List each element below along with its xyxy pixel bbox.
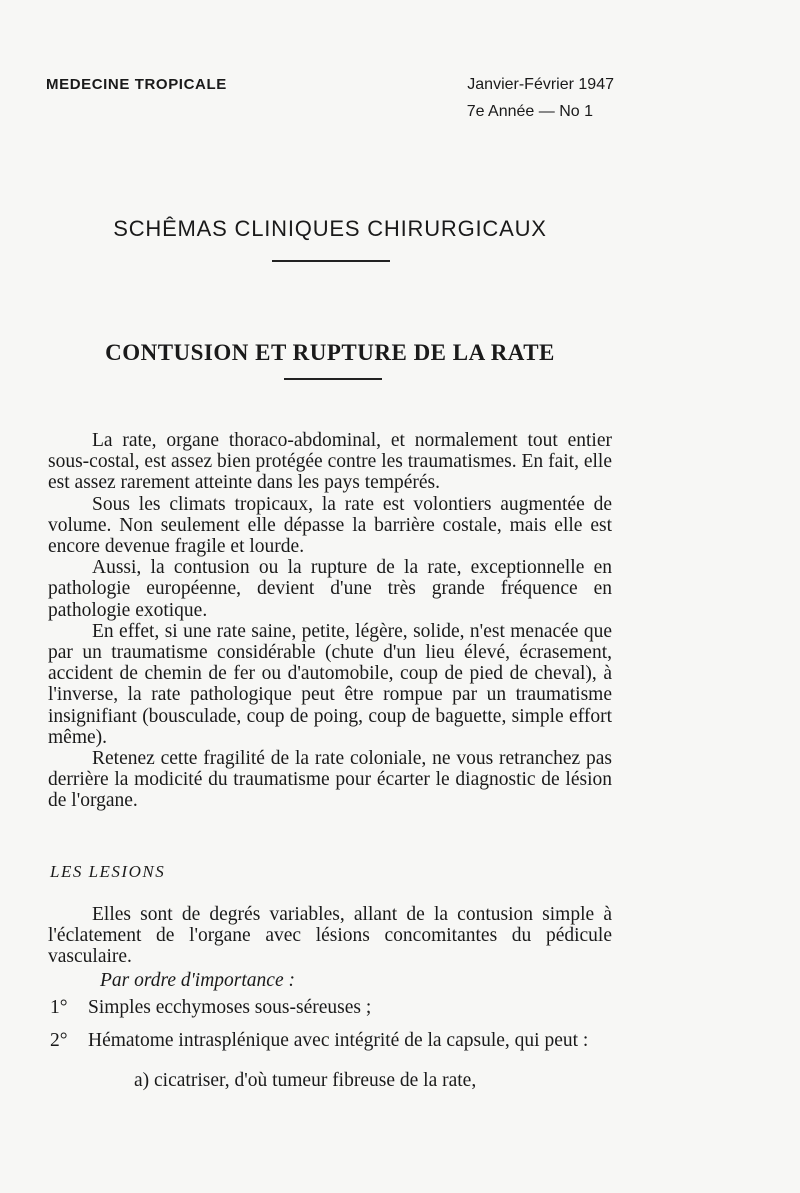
section-heading: LES LESIONS	[50, 862, 166, 881]
paragraph: Elles sont de degrés variables, allant de la contusion simple à l'éclatement de l'organe avec lésions concomitantes du pédicule vasculaire.	[48, 904, 612, 968]
paragraph: La rate, organe thoraco-abdominal, et normalement tout entier sous-costal, est assez bien protégée contre les traumatismes. En fait, elle est assez rarement atteinte dans les pays tempérés.	[48, 430, 612, 494]
issue-date: Janvier-Février 1947	[467, 76, 614, 93]
paragraph: En effet, si une rate saine, petite, légère, solide, n'est menacée que par un traumatisme considérable (chute d'un lieu élevé, écrasement, accident de chemin de fer ou d'automobile, coup de pied de cheval), à l'inverse, la rate pathologique peut être rompue par un traumatisme insignifiant (bousculade, coup de poing, coup de baguette, simple effort même).	[48, 620, 612, 748]
paragraph: Aussi, la contusion ou la rupture de la rate, exceptionnelle en pathologie européenne, devient d'une très grande fréquence en pathologie exotique.	[48, 557, 612, 621]
list-item-text: Hématome intrasplénique avec intégrité de la capsule, qui peut :	[88, 1030, 589, 1051]
article-body	[48, 430, 612, 812]
journal-name: MEDECINE TROPICALE	[46, 76, 227, 93]
order-label: Par ordre d'importance :	[100, 970, 295, 991]
list-item-text: Simples ecchymoses sous-séreuses ;	[88, 997, 372, 1018]
list-item	[50, 1030, 610, 1051]
lesions-intro	[48, 904, 612, 968]
paragraph: Retenez cette fragilité de la rate coloniale, ne vous retranchez pas derrière la modicité du traumatisme pour écarter le diagnostic de lésion de l'organe.	[48, 748, 612, 812]
list-item-number: 2°	[50, 1030, 68, 1051]
article-title-divider	[284, 378, 382, 380]
list-item	[50, 997, 610, 1018]
title-divider	[272, 260, 390, 262]
series-title: SCHÊMAS CLINIQUES CHIRURGICAUX	[113, 216, 547, 241]
article-title: CONTUSION ET RUPTURE DE LA RATE	[105, 340, 555, 365]
list-item-number: 1°	[50, 997, 68, 1018]
paragraph: Sous les climats tropicaux, la rate est volontiers augmentée de volume. Non seulement elle dépasse la barrière costale, mais elle est encore devenue fragile et lourde.	[48, 493, 612, 558]
sub-list-item: a) cicatriser, d'où tumeur fibreuse de la rate,	[134, 1070, 477, 1091]
issue-number: 7e Année — No 1	[466, 103, 593, 120]
